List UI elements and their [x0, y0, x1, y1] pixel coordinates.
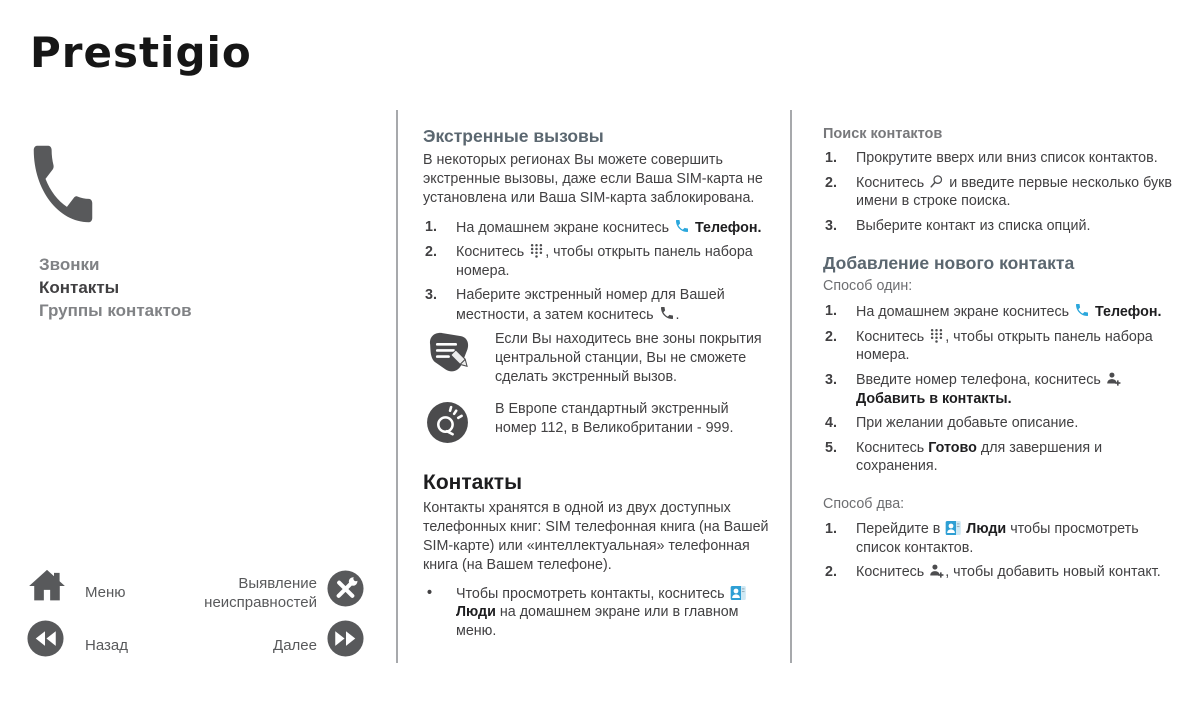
emergency-calls-column — [423, 126, 779, 646]
search-icon — [929, 174, 944, 189]
contacts-bullets — [423, 585, 779, 641]
dialpad-icon — [529, 243, 544, 258]
column-divider — [790, 110, 792, 663]
method-two-label: Способ два: — [823, 495, 905, 512]
emergency-calls-title: Экстренные вызовы — [423, 126, 604, 146]
prestigio-logo: Prestigio — [30, 28, 252, 77]
toc-item-contact-groups[interactable]: Группы контактов — [39, 301, 192, 320]
step-item: Наберите экстренный номер для Вашей местности, а затем коснитесь . — [456, 287, 725, 323]
emergency-calls-intro: В некоторых регионах Вы можете совершить экстренные вызовы, даже если Ваша SIM-карта не установлена или Ваша SIM-карта заблокирована. — [423, 152, 763, 206]
step-item: Коснитесь Готово для завершения и сохранения. — [856, 439, 1103, 475]
phone-handset-icon — [24, 133, 102, 235]
emergency-calls-steps — [423, 218, 779, 325]
note-box — [425, 330, 779, 386]
people-app-icon — [945, 520, 961, 536]
step-item: Коснитесь , чтобы открыть панель набора номера. — [856, 328, 1153, 364]
method-one-label: Способ один: — [823, 278, 913, 295]
back-button[interactable]: Назад — [85, 637, 128, 654]
contacts-title: Контакты — [423, 471, 523, 495]
note-text: Если Вы находитесь вне зоны покрытия центральной станции, Вы не сможете сделать экстренный вызов. — [495, 331, 762, 385]
search-contacts-title: Поиск контактов — [823, 126, 943, 142]
method-two-steps — [823, 520, 1179, 582]
next-button[interactable]: Далее — [273, 637, 317, 654]
home-icon[interactable] — [26, 565, 68, 607]
add-contact-icon — [1106, 371, 1121, 386]
next-icon[interactable] — [326, 619, 365, 658]
method-one-steps — [823, 302, 1179, 476]
back-icon[interactable] — [26, 619, 65, 658]
troubleshooting-button[interactable]: Выявление неисправностей — [204, 575, 317, 611]
toc-item-contacts[interactable]: Контакты — [39, 278, 120, 297]
tools-icon[interactable] — [326, 569, 365, 608]
note-icon — [425, 330, 470, 375]
contacts-intro: Контакты хранятся в одной из двух доступных телефонных книг: SIM телефонная книга (на Вашей SIM-карте) или «интеллектуальная» телефонная книга (на Вашем телефоне). — [423, 500, 769, 573]
menu-button[interactable]: Меню — [85, 584, 126, 601]
step-item: Коснитесь , чтобы открыть панель набора номера. — [456, 244, 753, 279]
toc-item-calls[interactable]: Звонки — [39, 255, 100, 274]
step-item: При желании добавьте описание. — [856, 415, 1079, 432]
tip-box — [425, 400, 779, 445]
tip-text: В Европе стандартный экстренный номер 112, в Великобритании - 999. — [495, 401, 734, 436]
search-contacts-steps — [823, 149, 1179, 235]
dialpad-icon — [929, 328, 944, 343]
contacts-search-column — [823, 126, 1179, 588]
step-item: Коснитесь и введите первые несколько букв имени в строке поиска. — [856, 174, 1172, 210]
step-item: На домашнем экране коснитесь Телефон. — [456, 219, 762, 236]
column-divider — [396, 110, 398, 663]
step-item: Выберите контакт из списка опций. — [856, 217, 1091, 234]
phone-icon — [659, 305, 675, 321]
people-app-icon — [730, 585, 746, 601]
step-item: Коснитесь , чтобы добавить новый контакт. — [856, 564, 1161, 581]
phone-icon — [674, 218, 690, 234]
step-item: Перейдите в Люди чтобы просмотреть список контактов. — [856, 520, 1139, 556]
step-item: На домашнем экране коснитесь Телефон. — [856, 304, 1162, 321]
chapter-menu — [39, 253, 192, 322]
phone-icon — [1074, 302, 1090, 318]
step-item: Введите номер телефона, коснитесь Добавить в контакты. — [823, 371, 1179, 408]
tip-icon — [425, 400, 470, 445]
step-item: Прокрутите вверх или вниз список контактов. — [856, 150, 1158, 166]
bullet-item: • Чтобы просмотреть контакты, коснитесь Люди на домашнем экране или в главном меню. — [423, 585, 779, 641]
add-contact-icon — [929, 563, 944, 578]
add-contact-title: Добавление нового контакта — [823, 253, 1075, 274]
